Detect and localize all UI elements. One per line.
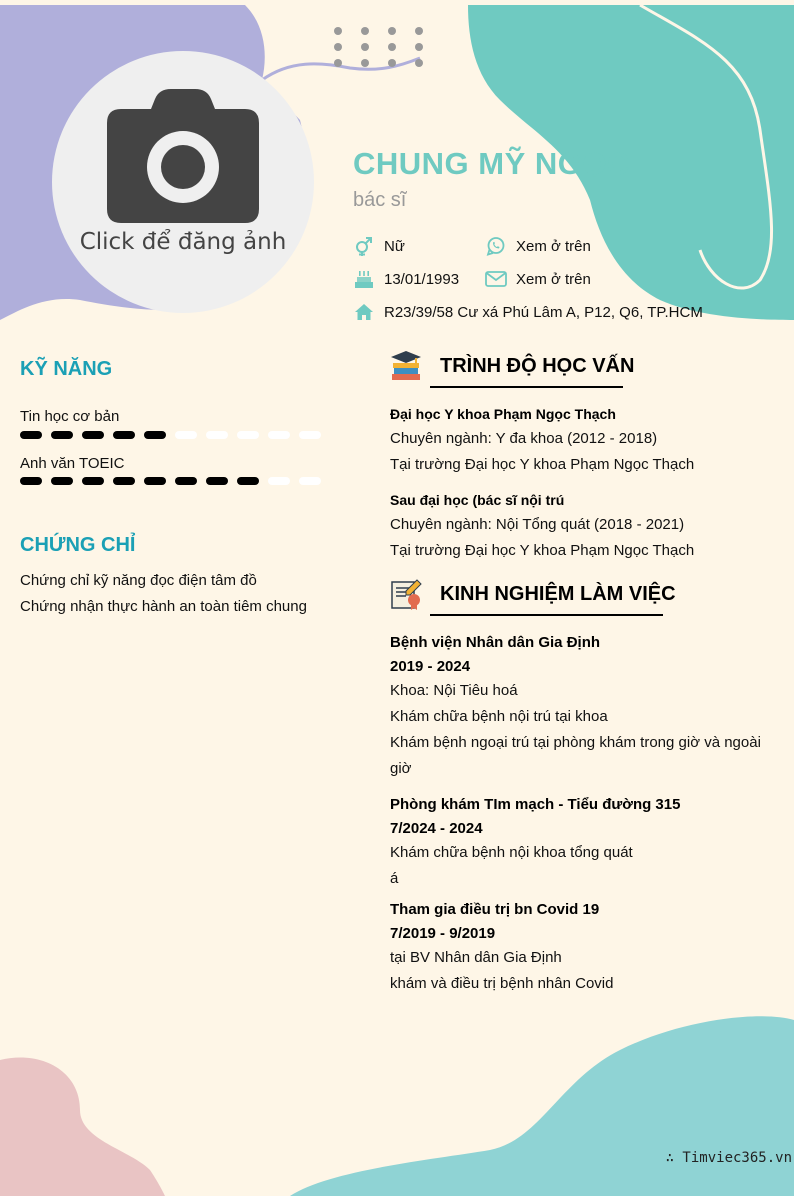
skill-segment-empty	[206, 431, 228, 439]
education-school: Sau đại học (bác sĩ nội trú	[390, 492, 565, 508]
email-value: Xem ở trên	[516, 270, 591, 288]
skill-segment-filled	[82, 431, 104, 439]
email-row	[485, 269, 591, 289]
experience-line: Khám bệnh ngoại trú tại phòng khám trong giờ và ngoài	[390, 734, 761, 751]
skill-label: Tin học cơ bản	[20, 408, 120, 425]
birthday-value: 13/01/1993	[384, 270, 460, 288]
address-row	[353, 302, 703, 322]
work-certificate-icon	[390, 578, 422, 610]
avatar-upload[interactable]	[52, 51, 314, 313]
envelope-icon	[485, 269, 507, 289]
avatar-label: Click để đăng ảnh	[79, 229, 287, 255]
skill-segment-filled	[20, 431, 42, 439]
birthday-row	[353, 269, 459, 289]
bottom-teal-blob	[290, 1016, 794, 1196]
pink-blob	[0, 1057, 165, 1196]
experience-line: Khám chữa bệnh nội khoa tổng quát	[390, 844, 633, 861]
experience-underline	[430, 614, 663, 616]
experience-company: Tham gia điều trị bn Covid 19	[390, 901, 600, 918]
gender-icon	[353, 236, 375, 256]
gender-row	[353, 236, 405, 256]
skill-segment-empty	[175, 431, 197, 439]
gender-value: Nữ	[384, 237, 405, 255]
birthday-cake-icon	[353, 269, 375, 289]
skill-segment-filled	[206, 477, 228, 485]
skill-segment-filled	[144, 477, 166, 485]
watermark: ∴ Timviec365.vn	[665, 1150, 792, 1166]
experience-heading: KINH NGHIỆM LÀM VIỆC	[440, 582, 676, 605]
experience-period: 7/2019 - 9/2019	[390, 925, 496, 942]
skill-segment-filled	[113, 477, 135, 485]
skill-label: Anh văn TOEIC	[20, 455, 125, 472]
skill-segment-filled	[51, 477, 73, 485]
experience-line: tại BV Nhân dân Gia Định	[390, 949, 562, 966]
skill-segment-empty	[268, 431, 290, 439]
home-icon	[353, 302, 375, 322]
skill-segment-filled	[82, 477, 104, 485]
camera-icon	[105, 89, 261, 225]
experience-line: Khám chữa bệnh nội trú tại khoa	[390, 708, 608, 725]
certificate-item: Chứng chỉ kỹ năng đọc điện tâm đồ	[20, 572, 257, 589]
skill-segment-empty	[237, 431, 259, 439]
skill-segment-filled	[144, 431, 166, 439]
education-header	[390, 350, 634, 382]
whatsapp-icon	[485, 236, 507, 256]
skills-heading: KỸ NĂNG	[20, 358, 113, 380]
education-school: Đại học Y khoa Phạm Ngọc Thạch	[390, 406, 616, 422]
skill-segment-filled	[20, 477, 42, 485]
education-underline	[430, 386, 623, 388]
phone-value: Xem ở trên	[516, 237, 591, 255]
skill-segment-filled	[113, 431, 135, 439]
certificates-heading: CHỨNG CHỈ	[20, 534, 136, 556]
experience-line: giờ	[390, 760, 412, 777]
job-title: bác sĩ	[353, 189, 407, 211]
education-place: Tại trường Đại học Y khoa Phạm Ngọc Thạch	[390, 542, 695, 559]
address-value: R23/39/58 Cư xá Phú Lâm A, P12, Q6, TP.HCM	[384, 303, 703, 321]
experience-line: á	[390, 870, 399, 887]
phone-row	[485, 236, 591, 256]
graduation-books-icon	[390, 350, 422, 382]
experience-company: Phòng khám TIm mạch - Tiểu đường 315	[390, 796, 681, 813]
education-place: Tại trường Đại học Y khoa Phạm Ngọc Thạch	[390, 456, 695, 473]
certificate-item: Chứng nhận thực hành an toàn tiêm chung	[20, 598, 307, 615]
education-heading: TRÌNH ĐỘ HỌC VẤN	[440, 354, 635, 377]
skill-level-bar	[20, 431, 321, 439]
skill-segment-filled	[175, 477, 197, 485]
experience-period: 7/2024 - 2024	[390, 820, 483, 837]
education-major: Chuyên ngành: Y đa khoa (2012 - 2018)	[390, 430, 658, 447]
skill-level-bar	[20, 477, 321, 485]
experience-line: khám và điều trị bệnh nhân Covid	[390, 975, 614, 992]
experience-company: Bệnh viện Nhân dân Gia Định	[390, 634, 601, 651]
education-major: Chuyên ngành: Nội Tổng quát (2018 - 2021)	[390, 516, 685, 533]
skill-segment-filled	[51, 431, 73, 439]
skill-segment-empty	[299, 477, 321, 485]
experience-header	[390, 578, 676, 610]
experience-period: 2019 - 2024	[390, 658, 471, 675]
skill-segment-filled	[237, 477, 259, 485]
experience-line: Khoa: Nội Tiêu hoá	[390, 682, 518, 699]
candidate-name: CHUNG MỸ NGỌC	[353, 146, 630, 181]
skill-segment-empty	[299, 431, 321, 439]
skill-segment-empty	[268, 477, 290, 485]
